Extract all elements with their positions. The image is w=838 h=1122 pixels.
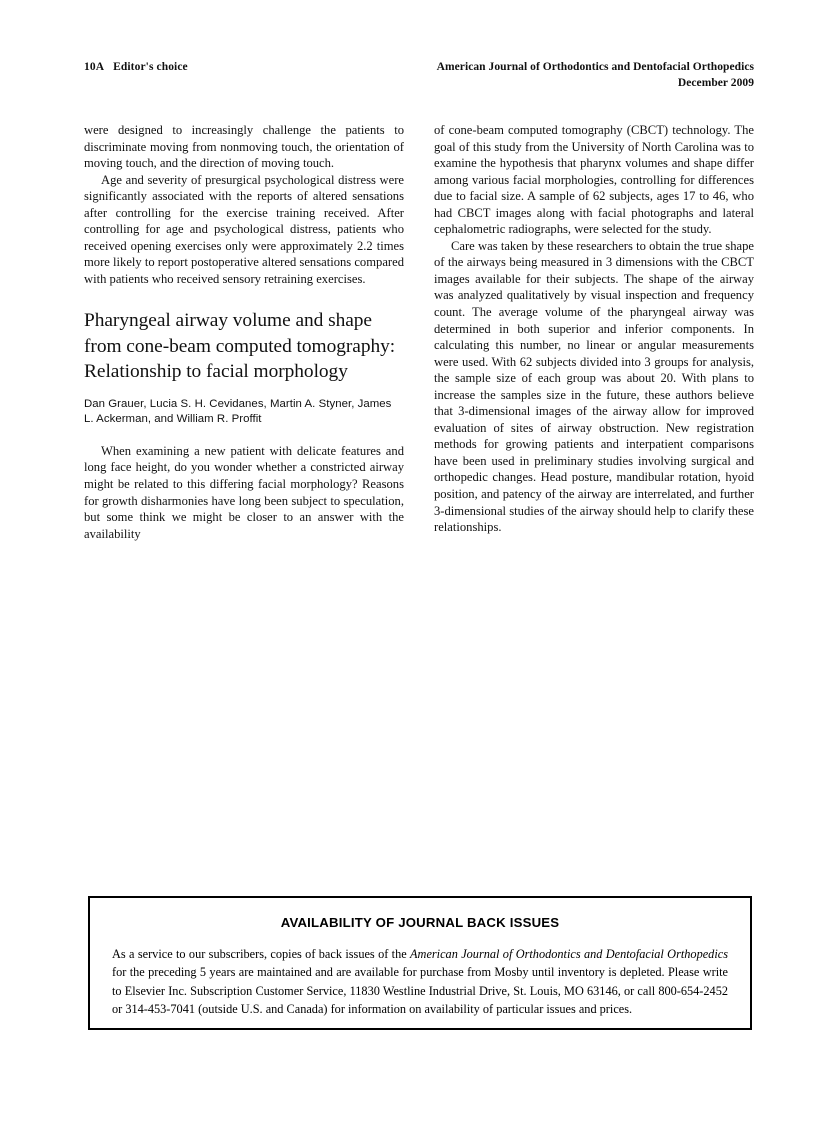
paragraph-distress: Age and severity of presurgical psychological distress were significantly associated with the reports of altered sensations after controlling for the exercise training received. After controlling for age and psychological distress, patients who received opening exercises only were approximately 2.2 times more likely to report postoperative altered sensations compared with patients who received sensory retraining exercises. (84, 172, 404, 286)
notice-title: AVAILABILITY OF JOURNAL BACK ISSUES (280, 915, 560, 930)
journal-title: American Journal of Orthodontics and Dentofacial Orthopedics (436, 61, 754, 73)
section-label: Editor's choice (113, 61, 188, 73)
running-head (84, 60, 754, 100)
notice-text-after: for the preceding 5 years are maintained and are available for purchase from Mosby until inventory is depleted. Please write to Elsevier Inc. Subscription Customer Service, 11830 Westline Industrial Drive, St. Louis, MO 63146, or call 800-654-2452 or 314-453-7041 (outside U.S. and Canada) for information on availability of particular issues and prices. (112, 965, 728, 1017)
page-folio: 10A (84, 61, 105, 73)
author-list: Dan Grauer, Lucia S. H. Cevidanes, Martin A. Styner, James L. Ackerman, and William R. Proffit (84, 398, 392, 426)
page-title: Pharyngeal airway volume and shape from cone-beam computed tomography: Relationship to facial morphology (84, 310, 396, 382)
paragraph-continued: were designed to increasingly challenge the patients to discriminate moving from nonmoving touch, the orientation of moving touch, and the direction of moving touch. (84, 123, 404, 171)
right-column (434, 122, 754, 542)
paragraph-cbct-study: of cone-beam computed tomography (CBCT) technology. The goal of this study from the University of North Carolina was to examine the hypothesis that pharynx volumes and shape differ among various facial morphologies, controlling for differences due to facial size. A sample of 62 subjects, ages 17 to 46, who had CBCT images along with facial photographs and lateral cephalometric radiographs, were selected for the study. (434, 123, 754, 237)
issue-date: December 2009 (677, 76, 754, 89)
article-columns (84, 122, 754, 542)
notice-text-before: As a service to our subscribers, copies of back issues of the (112, 947, 411, 961)
availability-notice-box (88, 896, 752, 1030)
running-head-right (437, 60, 754, 91)
notice-body (90, 930, 750, 1019)
left-column (84, 122, 404, 542)
paragraph-methods: Care was taken by these researchers to obtain the true shape of the airways being measured in 3 dimensions with the CBCT images available for their subjects. The shape of the airway was analyzed qualitatively by visual inspection and frequency count. The average volume of the pharyngeal airway was determined in both superior and inferior components. In calculating this number, no linear or angular measurements were used. With 62 subjects divided into 3 groups for analysis, the sample size of each group was about 20. With plans to increase the samples size in the future, these authors believe that 3-dimensional images of the airway allow for improved evaluation of sites of airway obstruction. New registration methods for growing patients and interpatient comparisons have been used in preliminary studies involving surgical and orthopedic changes. Head posture, mandibular rotation, hyoid position, and patency of the airway are interrelated, and further 3-dimensional studies of the airway should help to clarify these relationships. (434, 238, 754, 535)
running-head-left (84, 60, 188, 74)
paragraph-lead: When examining a new patient with delicate features and long face height, do you wonder whether a constricted airway might be related to this differing facial morphology? Reasons for growth disharmonies have long been subject to speculation, but some think we might be closer to an answer with the availability (84, 443, 404, 541)
notice-journal-name: American Journal of Orthodontics and Dentofacial Orthopedics (410, 947, 728, 961)
article-header (84, 308, 404, 427)
